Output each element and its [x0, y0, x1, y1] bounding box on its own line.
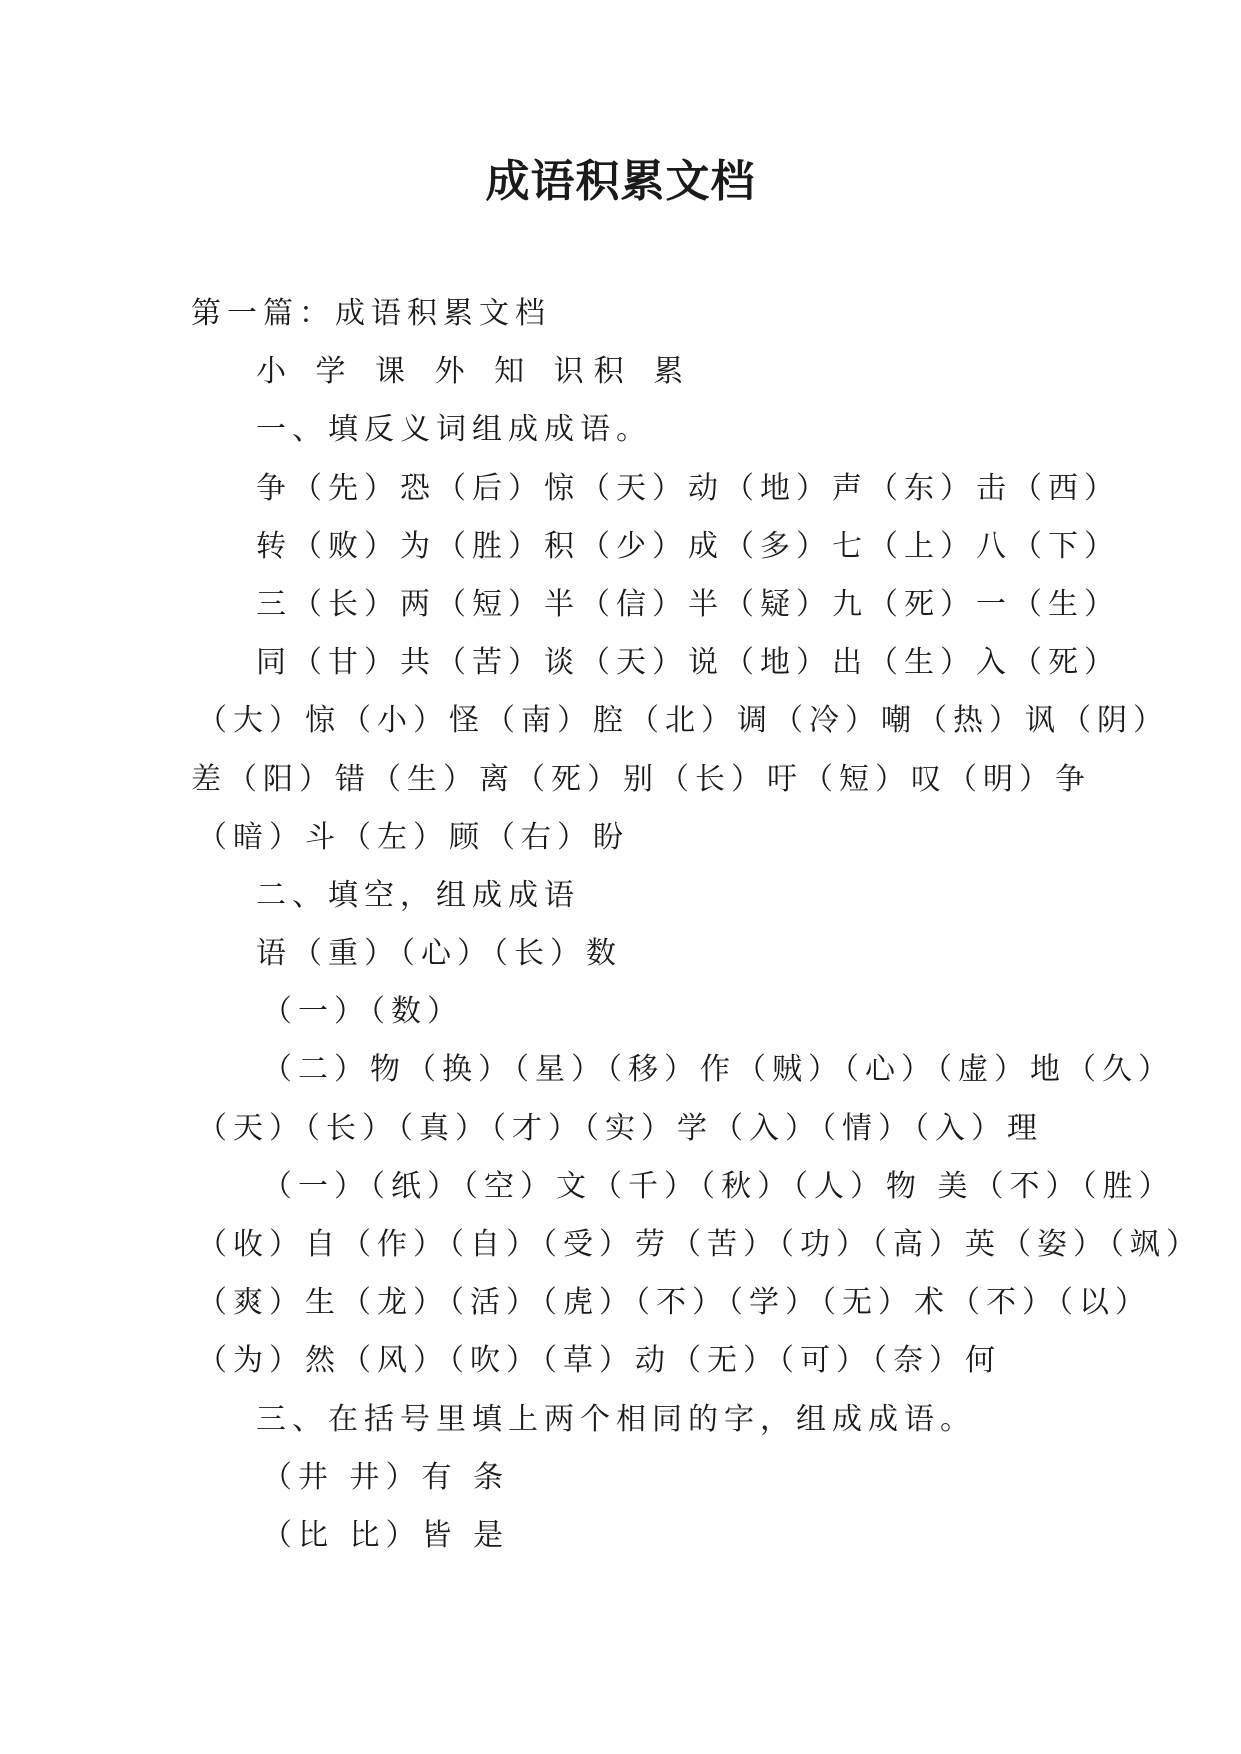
idiom-line: 同（甘）共（苦）谈（天）说（地）出（生）入（死）: [256, 645, 1120, 681]
idiom-line: 转（败）为（胜）积（少）成（多）七（上）八（下）: [256, 528, 1120, 564]
section-heading-2: 二、填空，组成成语: [256, 877, 580, 913]
chapter-heading: 第一篇：成语积累文档: [191, 296, 551, 331]
idiom-line: 三（长）两（短）半（信）半（疑）九（死）一（生）: [256, 586, 1120, 622]
idiom-line: 争（先）恐（后）惊（天）动（地）声（东）击（西）: [256, 470, 1120, 506]
idiom-line: （为）然（风）（吹）（草）动（无）（可）（奈）何: [197, 1343, 1001, 1379]
idiom-line: （一）（纸）（空）文（千）（秋）（人）物 美（不）（胜）: [262, 1168, 1175, 1204]
page-title: 成语积累文档: [485, 156, 756, 207]
idiom-line: （暗）斗（左）顾（右）盼: [197, 819, 629, 855]
section-heading-1: 一、填反义词组成成语。: [256, 412, 652, 448]
idiom-line: （二）物（换）（星）（移）作（贼）（心）（虚）地（久）: [262, 1052, 1174, 1088]
idiom-line: （井 井）有 条: [262, 1459, 510, 1495]
section-subtitle: 小 学 课 外 知 识积 累: [256, 354, 694, 390]
idiom-line: 语（重）（心）（长）数: [256, 936, 622, 972]
idiom-line: 差（阳）错（生）离（死）别（长）吁（短）叹（明）争: [191, 761, 1091, 797]
idiom-line: （一）（数）: [262, 994, 463, 1030]
idiom-line: （爽）生（龙）（活）（虎）（不）（学）（无）术（不）（以）: [197, 1285, 1151, 1321]
idiom-line: （大）惊（小）怪（南）腔（北）调（冷）嘲（热）讽（阴）: [197, 703, 1169, 739]
idiom-line: （天）（长）（真）（才）（实）学（入）（情）（入）理: [197, 1110, 1043, 1146]
document-body: [0, 285, 1241, 1565]
idiom-line: （收）自（作）（自）（受）劳（苦）（功）（高）英（姿）（飒）: [197, 1227, 1202, 1262]
idiom-line: （比 比）皆 是: [262, 1517, 510, 1553]
section-heading-3: 三、在括号里填上两个相同的字，组成成语。: [256, 1401, 976, 1437]
